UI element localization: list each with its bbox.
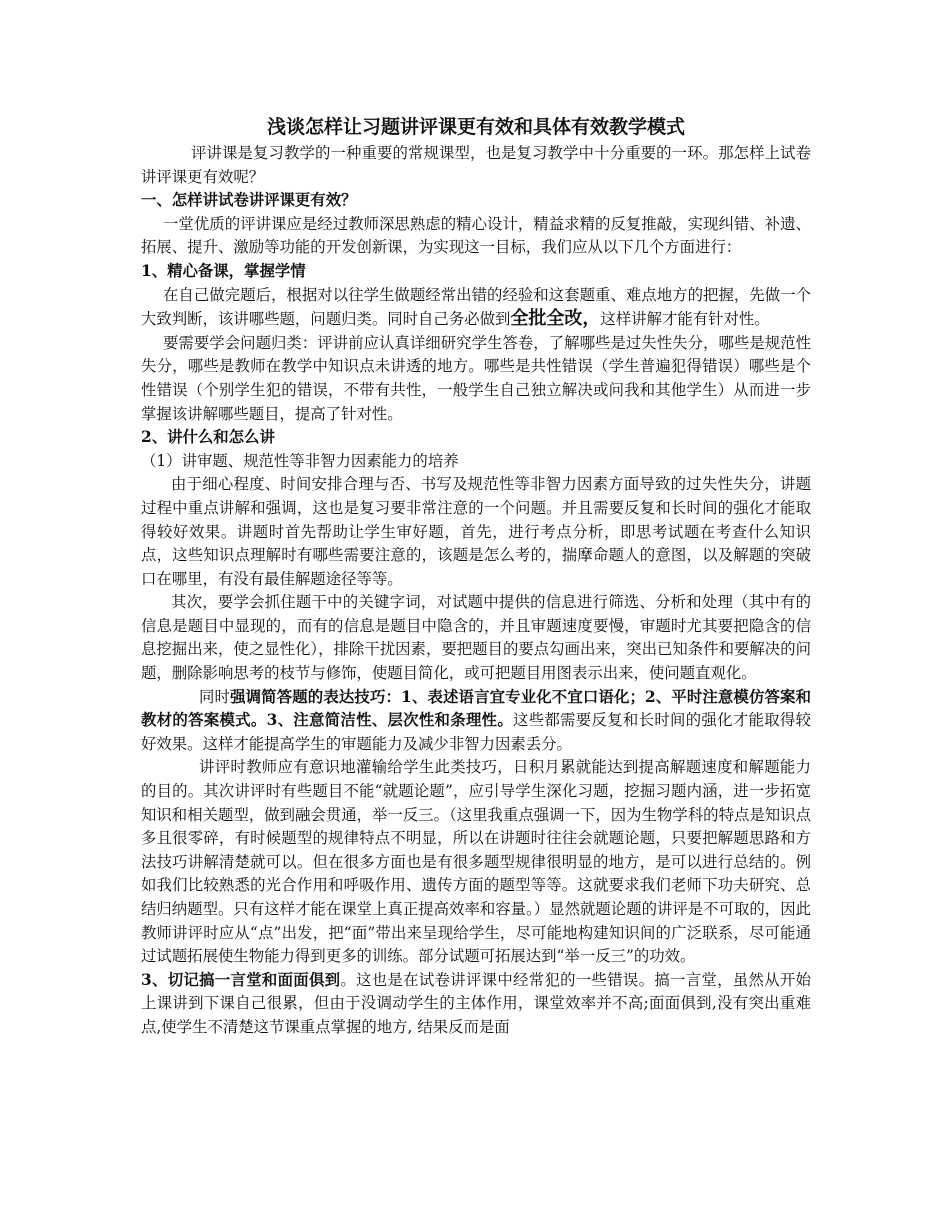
- point1-paragraph1: [141, 284, 811, 332]
- section1-heading: 一、怎样讲试卷讲评课更有效？: [141, 191, 357, 210]
- point2-para3-bold: 强调简答题的表达技巧：1、表述语言宜专业化不宜口语化；2、平时注意模仿答案和教材的答案模式。3、注意简洁性、层次性和条理性。: [141, 687, 811, 730]
- point1-heading: 1、精心备课，掌握学情: [141, 261, 306, 280]
- point2-paragraph1: 由于细心程度、时间安排合理与否、书写及规范性等非智力因素方面导致的过失性失分，讲题过程中重点讲解和强调，这也是复习要非常注意的一个问题。并且需要反复和长时间的强化才能取得较好效果。讲题时首先帮助让学生审好题，首先，进行考点分析，即思考试题在考查什么知识点，这些知识点理解时有哪些需要注意的，该题是怎么考的，揣摩命题人的意图，以及解题的突破口在哪里，有没有最佳解题途径等等。: [141, 475, 811, 588]
- point1-paragraph2: 要需要学会问题归类：评讲前应认真详细研究学生答卷，了解哪些是过失性失分，哪些是规范性失分，哪些是教师在教学中知识点未讲透的地方。哪些是共性错误（学生普遍犯得错误）哪些是个性错误（个别学生犯的错误，不带有共性，一般学生自己独立解决或问我和其他学生）从而进一步掌握该讲解哪些题目，提高了针对性。: [141, 333, 811, 423]
- point1-para1-text-a: 在自己做完题后，根据对以往学生做题经常出错的经验和这套题重、难点地方的把握，先做一个大致判断，该讲哪些题，问题归类。同时自己务必做到: [141, 285, 811, 329]
- point1-para1-emphasis: 全批全改，: [510, 308, 601, 330]
- document-page: [141, 112, 811, 1040]
- point3-text: 。这也是在试卷讲评课中经常犯的一些错误。搞一言堂，虽然从开始上课讲到下课自己很累，但由于没调动学生的主体作用，课堂效率并不高;面面俱到,没有突出重难点,使学生不清楚这节课重点掌握的地方, 结果反而是面: [141, 970, 811, 1036]
- point3-paragraph: [141, 969, 811, 1040]
- point2-paragraph3: [141, 686, 811, 757]
- point2-paragraph4: 讲评时教师应有意识地灌输给学生此类技巧，日积月累就能达到提高解题速度和解题能力的目的。其次讲评时有些题目不能“就题论题”，应引导学生深化习题，挖掘习题内涵，进一步拓宽知识和相关题型，做到融会贯通，举一反三。（这里我重点强调一下，因为生物学科的特点是知识点多且很零碎，有时候题型的规律特点不明显，所以在讲题时往往会就题论题，只要把解题思路和方法技巧讲解清楚就可以。但在很多方面也是有很多题型规律很明显的地方，是可以进行总结的。例如我们比较熟悉的光合作用和呼吸作用、遗传方面的题型等等。这就要求我们老师下功夫研究、总结归纳题型。只有这样才能在课堂上真正提高效率和容量。）显然就题论题的讲评是不可取的，因此教师讲评时应从“点”出发，把“面”带出来呈现给学生，尽可能地构建知识间的广泛联系，尽可能通过试题拓展使生物能力得到更多的训练。部分试题可拓展达到“举一反三”的功效。: [141, 758, 811, 966]
- document-title: 浅谈怎样让习题讲评课更有效和具体有效教学模式: [266, 116, 685, 138]
- point3-heading: 3、切记搞一言堂和面面俱到: [141, 970, 341, 989]
- point2-para3-text-a: 同时: [199, 687, 231, 706]
- intro-paragraph: 评讲课是复习教学的一种重要的常规课型，也是复习教学中十分重要的一环。那怎样上试卷讲评课更有效呢？: [141, 144, 811, 186]
- point2-para3-text-b: 这些都需要反复和长时间的强化才能取得较好效果。这样才能提高学生的审题能力及减少非智力因素丢分。: [141, 711, 811, 753]
- point1-para1-text-b: 这样讲解才能有针对性。: [600, 310, 770, 329]
- point2-paragraph2: 其次，要学会抓住题干中的关键字词，对试题中提供的信息进行筛选、分析和处理（其中有的信息是题目中显现的，而有的信息是题目中隐含的，并且审题速度要慢，审题时尤其要把隐含的信息挖掘出来，使之显性化），排除干扰因素，要把题目的要点勾画出来，突出已知条件和要解决的问题，删除影响思考的枝节与修饰，使题目简化，或可把题目用图表示出来，使问题直观化。: [141, 593, 811, 683]
- section1-paragraph: 一堂优质的评讲课应是经过教师深思熟虑的精心设计，精益求精的反复推敲，实现纠错、补遗、拓展、提升、激励等功能的开发创新课，为实现这一目标，我们应从以下几个方面进行：: [141, 214, 811, 257]
- point2-subheading: （1）讲审题、规范性等非智力因素能力的培养: [141, 451, 459, 470]
- point2-heading: 2、讲什么和怎么讲: [141, 428, 275, 447]
